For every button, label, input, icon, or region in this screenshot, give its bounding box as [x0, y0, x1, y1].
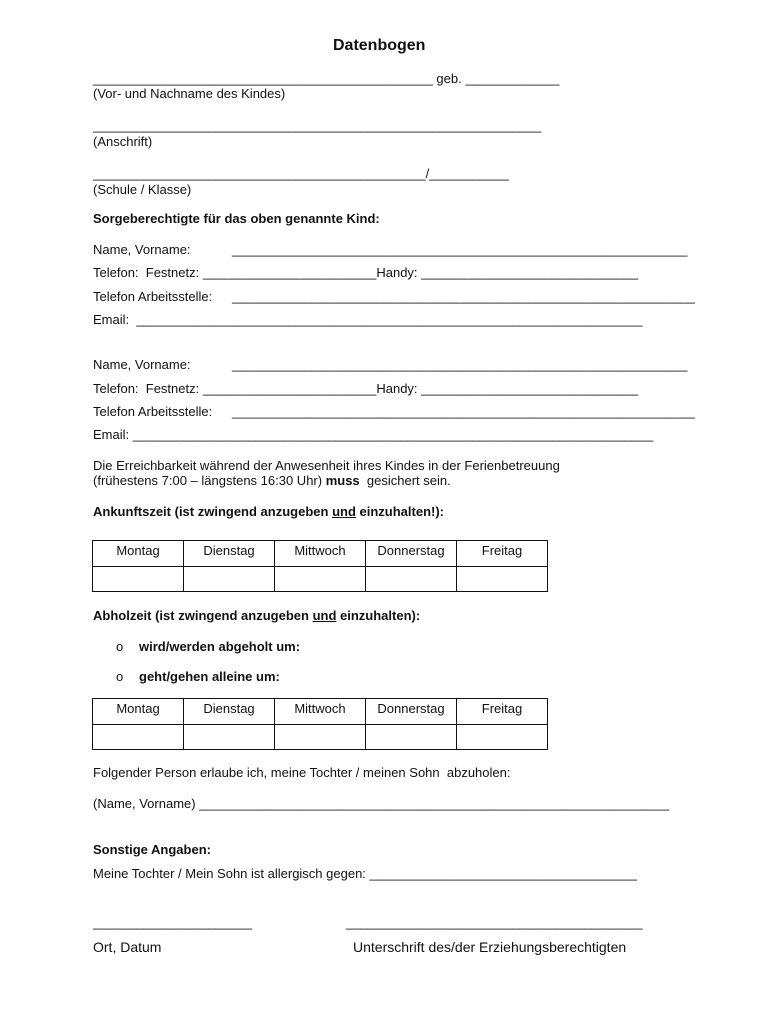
form-title: Datenbogen: [333, 37, 426, 54]
pickup-table-row: [93, 725, 548, 750]
arrival-heading: [93, 504, 444, 520]
pickup-table-header: [93, 699, 548, 725]
place-date-blank: ______________________: [93, 915, 253, 930]
guardian1-email-line: Email: ______________________________________________________________________: [93, 312, 643, 327]
guardian2-email-line: Email: ________________________________________________________________________: [93, 427, 654, 442]
arrival-heading-post: einzuhalten!):: [355, 504, 444, 519]
arrival-day-wednesday: Mittwoch: [275, 541, 366, 567]
school-caption: (Schule / Klasse): [93, 182, 192, 197]
guardian1-name-blank: _______________________________________________________________: [232, 242, 688, 257]
reachability-line2: [93, 473, 451, 489]
arrival-time-monday[interactable]: [93, 567, 184, 592]
pickup-option-picked-up: wird/werden abgeholt um:: [139, 639, 301, 654]
pickup-day-monday: Montag: [93, 699, 184, 725]
address-caption: (Anschrift): [93, 134, 153, 149]
arrival-day-friday: Freitag: [457, 541, 548, 567]
pickup-time-wednesday[interactable]: [275, 725, 366, 750]
pickup-day-wednesday: Mittwoch: [275, 699, 366, 725]
pickup-heading: [93, 608, 420, 624]
guardian2-phone-line: Telefon: Festnetz: ________________________Handy: ______________________________: [93, 381, 639, 396]
pickup-time-thursday[interactable]: [366, 725, 457, 750]
reachability-line1: Die Erreichbarkeit während der Anwesenheit ihres Kindes in der Ferienbetreuung: [93, 458, 560, 473]
arrival-day-thursday: Donnerstag: [366, 541, 457, 567]
arrival-day-monday: Montag: [93, 541, 184, 567]
guardian2-name-blank: _______________________________________________________________: [232, 357, 688, 372]
guardian1-name-label: Name, Vorname:: [93, 242, 191, 257]
pickup-heading-pre: Abholzeit (ist zwingend anzugeben: [93, 608, 313, 623]
arrival-table-header: [93, 541, 548, 567]
signature-blank: _________________________________________: [346, 915, 643, 930]
child-name-caption: (Vor- und Nachname des Kindes): [93, 86, 286, 101]
arrival-time-thursday[interactable]: [366, 567, 457, 592]
arrival-time-tuesday[interactable]: [184, 567, 275, 592]
pickup-bullet-2: o: [116, 669, 124, 684]
pickup-heading-und: und: [312, 608, 337, 623]
reachability-line2-post: gesichert sein.: [359, 473, 451, 488]
arrival-day-tuesday: Dienstag: [184, 541, 275, 567]
pickup-table: [92, 698, 548, 750]
guardian1-phone-line: Telefon: Festnetz: ________________________Handy: ______________________________: [93, 265, 639, 280]
permission-name-line: (Name, Vorname) _________________________________________________________________: [93, 796, 670, 811]
address-line: ______________________________________________________________: [93, 118, 542, 133]
place-date-label: Ort, Datum: [93, 939, 162, 955]
other-heading: Sonstige Angaben:: [93, 842, 211, 857]
arrival-time-wednesday[interactable]: [275, 567, 366, 592]
pickup-day-tuesday: Dienstag: [184, 699, 275, 725]
pickup-day-friday: Freitag: [457, 699, 548, 725]
arrival-heading-pre: Ankunftszeit (ist zwingend anzugeben: [93, 504, 333, 519]
permission-text: Folgender Person erlaube ich, meine Tochter / meinen Sohn abzuholen:: [93, 765, 511, 780]
arrival-time-friday[interactable]: [457, 567, 548, 592]
pickup-time-tuesday[interactable]: [184, 725, 275, 750]
guardian2-work-blank: ________________________________________________________________: [232, 404, 695, 419]
allergy-line: Meine Tochter / Mein Sohn ist allergisch gegen: _____________________________________: [93, 866, 638, 881]
pickup-day-thursday: Donnerstag: [366, 699, 457, 725]
guardian1-work-label: Telefon Arbeitsstelle:: [93, 289, 213, 304]
arrival-table: [92, 540, 548, 592]
guardians-heading: Sorgeberechtigte für das oben genannte Kind:: [93, 211, 380, 226]
reachability-must: muss: [325, 473, 360, 488]
guardian1-work-blank: ________________________________________________________________: [232, 289, 695, 304]
reachability-line2-pre: (frühestens 7:00 – längstens 16:30 Uhr): [93, 473, 326, 488]
pickup-time-friday[interactable]: [457, 725, 548, 750]
arrival-table-row: [93, 567, 548, 592]
child-name-line: _______________________________________________ geb. _____________: [93, 71, 560, 86]
school-line: ______________________________________________/___________: [93, 166, 509, 181]
guardian2-name-label: Name, Vorname:: [93, 357, 191, 372]
pickup-option-alone: geht/gehen alleine um:: [139, 669, 280, 684]
guardian2-work-label: Telefon Arbeitsstelle:: [93, 404, 213, 419]
arrival-heading-und: und: [332, 504, 356, 519]
pickup-time-monday[interactable]: [93, 725, 184, 750]
signature-label: Unterschrift des/der Erziehungsberechtigten: [353, 939, 627, 955]
pickup-bullet-1: o: [116, 639, 124, 654]
pickup-heading-post: einzuhalten):: [336, 608, 421, 623]
